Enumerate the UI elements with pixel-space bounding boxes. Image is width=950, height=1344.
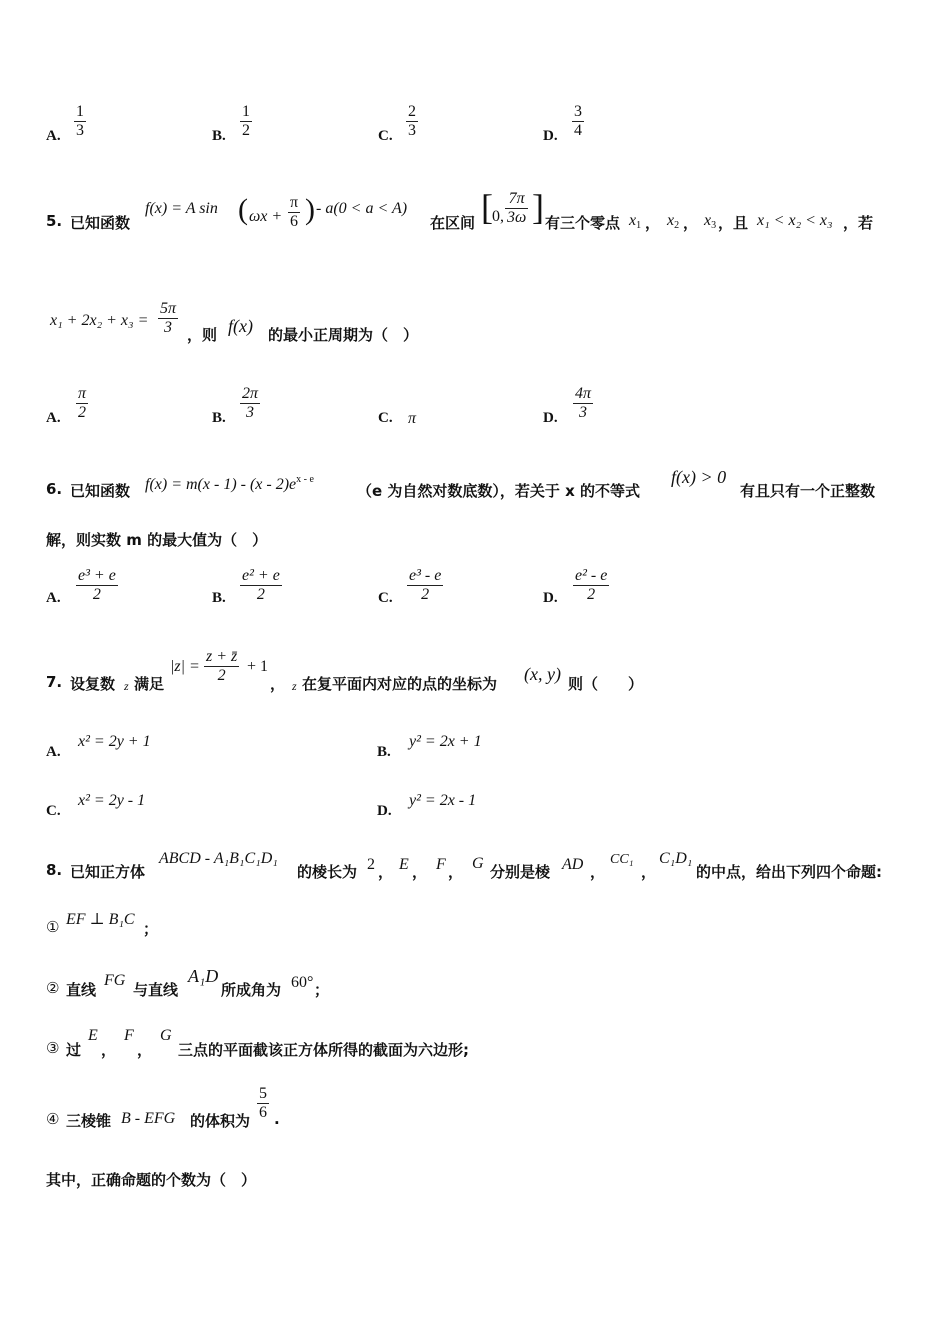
q5-right-bracket: ] <box>532 187 544 227</box>
q8-proposition-3-e: E <box>88 1027 98 1044</box>
q6-option-b-fraction: $\frac{\text{e² + e}}{2}$ <box>242 567 280 603</box>
q5-interval-zero: 0, <box>492 208 504 225</box>
q8-proposition-4-a: 三棱锥 <box>66 1112 112 1130</box>
q8-tail: 的中点，给出下列四个命题: <box>696 863 882 881</box>
q7-fraction: $\frac{z + z̄}{2}$ <box>206 648 238 684</box>
q6-option-d-letter: D. <box>543 590 558 606</box>
q8-c1d1: C₁D₁ <box>659 850 693 867</box>
q8-sep: ， <box>412 863 428 881</box>
q6-option-c-fraction: $\frac{\text{e³ - e}}{2}$ <box>409 567 442 603</box>
q7-number: 7. <box>46 673 63 691</box>
q5-sum-fraction: $\frac{5\pi}{3}$ <box>160 300 177 336</box>
q5-sum-lhs: x₁ + 2x₂ + x₃ = <box>50 312 149 329</box>
q5-intro: 已知函数 <box>70 214 131 232</box>
q8-sep: ， <box>378 863 394 881</box>
q8-cube: ABCD - A₁B₁C₁D₁ <box>159 850 278 867</box>
q4-option-b-letter: B. <box>212 128 226 144</box>
q4-option-a-letter: A. <box>46 128 61 144</box>
q6-line2: 解，则实数 m 的最大值为（ ） <box>46 531 268 549</box>
q8-f: F <box>436 856 446 873</box>
q8-sep: ， <box>590 863 606 881</box>
q8-edge: 的棱长为 <box>297 863 358 881</box>
q5-number: 5. <box>46 212 63 230</box>
q8-sep: ， <box>137 1041 153 1059</box>
q8-proposition-3-mark: ③ <box>46 1039 60 1057</box>
q6-option-c-letter: C. <box>378 590 393 606</box>
q8-proposition-2-mark: ② <box>46 979 60 997</box>
q7-end: 则（ ） <box>568 675 644 693</box>
q8-g: G <box>472 855 484 872</box>
q8-proposition-2-a: 直线 <box>66 981 97 999</box>
q8-proposition-3-g: G <box>160 1027 172 1044</box>
q8-proposition-2-fg: FG <box>104 972 126 989</box>
q7-coordinate: (x, y) <box>524 664 561 684</box>
q8-mid-label: 分别是棱 <box>490 863 551 881</box>
q5-x1: $x_1$ <box>629 212 642 231</box>
q5-option-c-letter: C. <box>378 410 393 426</box>
q8-cc1: CC₁ <box>610 852 634 867</box>
q8-intro: 已知正方体 <box>70 863 146 881</box>
q5-then: ，则 <box>187 326 218 344</box>
q8-number: 8. <box>46 861 63 879</box>
q4-option-b-fraction: $\frac{1}{2}$ <box>242 103 250 139</box>
q6-option-b-letter: B. <box>212 590 226 606</box>
q6-tail: 有且只有一个正整数 <box>740 482 876 500</box>
q8-proposition-2-c: 所成角为 <box>221 981 282 999</box>
q5-order: x₁ < x₂ < x₃ <box>757 212 833 229</box>
q6-intro: 已知函数 <box>70 482 131 500</box>
q8-proposition-2-b: 与直线 <box>133 981 179 999</box>
q5-x3: $x_3$ <box>704 212 717 231</box>
q5-question: 的最小正周期为（ ） <box>268 326 419 344</box>
q5-zeros-text: 有三个零点 <box>545 214 621 232</box>
q6-function: $f(x) = m(x - 1) - (x - 2)e^{x - e}$ <box>145 474 314 493</box>
q7-comma: ， <box>270 675 286 693</box>
q4-option-a-fraction: $\frac{1}{3}$ <box>76 103 84 139</box>
q8-proposition-3-b: 三点的平面截该正方体所得的截面为六边形; <box>178 1041 470 1059</box>
q7-tail: 在复平面内对应的点的坐标为 <box>302 675 498 693</box>
q5-option-a-fraction: $\frac{\pi}{2}$ <box>78 385 87 421</box>
q5-option-d-fraction: $\frac{4\pi}{3}$ <box>575 385 592 421</box>
q7-z-2: z <box>292 679 297 693</box>
q7-satisfy: 满足 <box>134 675 165 693</box>
q7-option-d-text: y² = 2x - 1 <box>409 792 477 809</box>
q8-proposition-1-mark: ① <box>46 918 60 936</box>
q5-function: f(x) = A sin <box>145 200 218 217</box>
q5-x2: $x_2$ <box>667 212 680 231</box>
q7-option-d-letter: D. <box>377 803 392 819</box>
q8-proposition-2-angle: 60° <box>291 974 314 991</box>
q7-intro: 设复数 <box>70 675 116 693</box>
q8-e: E <box>399 856 409 873</box>
q5-right-paren: ) <box>305 193 315 226</box>
q7-abs: |z| = <box>170 658 200 675</box>
q8-two: 2 <box>367 856 375 873</box>
q7-option-c-text: x² = 2y - 1 <box>78 792 146 809</box>
q8-proposition-4-end: . <box>274 1110 280 1128</box>
q7-option-b-letter: B. <box>377 744 391 760</box>
q4-option-d-letter: D. <box>543 128 558 144</box>
q8-sep: ， <box>448 863 464 881</box>
q5-and: ，且 <box>718 214 749 232</box>
q8-proposition-4-pyramid: B - EFG <box>121 1110 176 1127</box>
q6-option-a-fraction: $\frac{\text{e³ + e}}{2}$ <box>78 567 116 603</box>
q5-sep-2: ， <box>683 214 699 232</box>
q7-option-c-letter: C. <box>46 803 61 819</box>
q6-number: 6. <box>46 480 63 498</box>
q8-sep: ， <box>641 863 657 881</box>
q5-option-b-letter: B. <box>212 410 226 426</box>
q8-proposition-2-a1d: A₁D <box>188 966 219 986</box>
q8-proposition-3-a: 过 <box>66 1041 82 1059</box>
q8-proposition-3-f: F <box>124 1027 134 1044</box>
q4-option-c-letter: C. <box>378 128 393 144</box>
q6-option-d-fraction: $\frac{\text{e² - e}}{2}$ <box>575 567 608 603</box>
q7-plus-one: + 1 <box>247 658 269 675</box>
q8-proposition-1-end: ； <box>143 920 159 938</box>
q4-option-c-fraction: $\frac{2}{3}$ <box>408 103 416 139</box>
q5-left-paren: ( <box>238 193 248 226</box>
q7-option-b-text: y² = 2x + 1 <box>409 733 482 750</box>
q7-option-a-letter: A. <box>46 744 61 760</box>
q7-option-a-text: x² = 2y + 1 <box>78 733 151 750</box>
q5-interval-label: 在区间 <box>430 214 476 232</box>
q5-option-a-letter: A. <box>46 410 61 426</box>
q5-option-c-text: π <box>408 410 417 427</box>
q7-z: z <box>124 679 129 693</box>
q5-pi-over-6: $\frac{\pi}{6}$ <box>290 194 299 230</box>
q8-question: 其中，正确命题的个数为（ ） <box>46 1171 257 1189</box>
q8-sep: ， <box>101 1041 117 1059</box>
q5-option-b-fraction: $\frac{2\pi}{3}$ <box>242 385 259 421</box>
q5-tail: - a(0 < a < A) <box>316 200 408 217</box>
q8-proposition-2-end: ； <box>314 981 330 999</box>
q5-ruo: ，若 <box>843 214 874 232</box>
q8-proposition-4-mark: ④ <box>46 1110 60 1128</box>
q5-left-bracket: [ <box>481 187 493 227</box>
q5-fx: f(x) <box>228 316 253 336</box>
q4-option-d-fraction: $\frac{3}{4}$ <box>574 103 582 139</box>
q8-proposition-4-fraction: $\frac{5}{6}$ <box>259 1085 267 1121</box>
q8-proposition-1: EF ⊥ B₁C <box>66 911 135 928</box>
q6-option-a-letter: A. <box>46 590 61 606</box>
q6-note: （e 为自然对数底数），若关于 x 的不等式 <box>357 482 641 500</box>
q8-proposition-4-b: 的体积为 <box>190 1112 251 1130</box>
q5-sep-1: ， <box>645 214 661 232</box>
q5-omega-x: ωx + <box>249 208 283 225</box>
q5-option-d-letter: D. <box>543 410 558 426</box>
q5-interval-upper: $\frac{7\pi}{3\omega}$ <box>507 190 527 226</box>
q6-inequality: f(x) > 0 <box>671 467 727 487</box>
q8-ad: AD <box>562 856 584 873</box>
